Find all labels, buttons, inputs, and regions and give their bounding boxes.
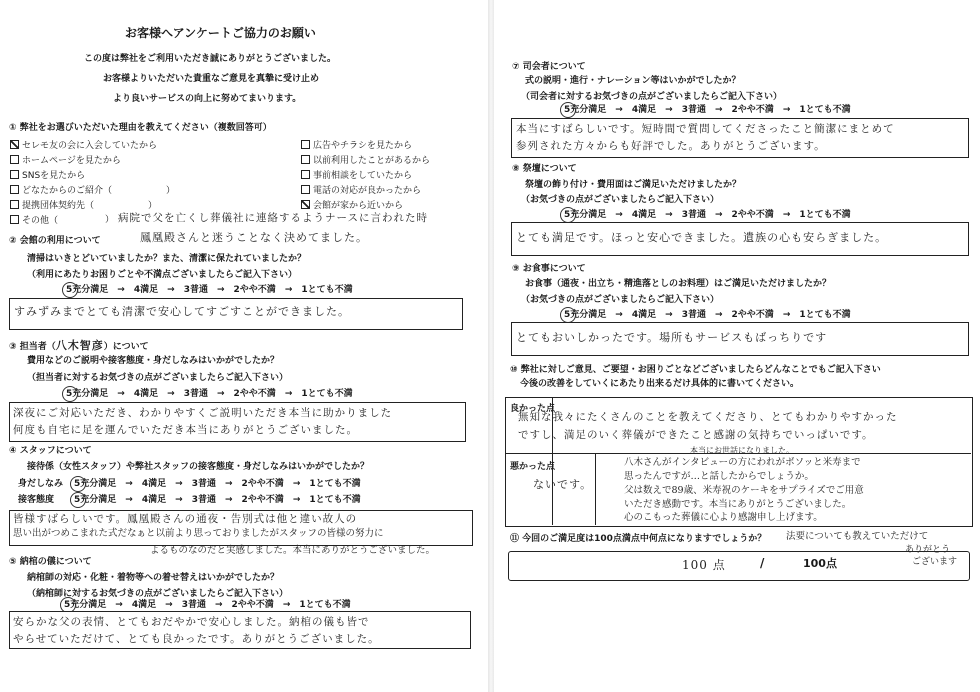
q1-opt-left-5[interactable]: 提携団体契約先（ ） (10, 200, 157, 212)
checkbox-icon[interactable] (301, 155, 310, 164)
checkbox-icon[interactable] (301, 170, 310, 179)
q1-opt-left-3[interactable]: SNSを見たから (10, 170, 85, 182)
q4-row2-rating[interactable]: 5充分満足 → 4満足 → 3普通 → 2やや不満 → 1とても不満 (74, 495, 361, 505)
q4-answer-3[interactable]: よるものなのだと実感しました。本当にありがとうございました。 (150, 545, 436, 556)
checkbox-icon[interactable] (10, 215, 19, 224)
q2-answer-box[interactable] (9, 298, 463, 330)
q11-slash: / (760, 556, 765, 570)
q5-answer-1: 安らかな父の表情、とてもおだやかで安心しました。納棺の儀も皆で (13, 616, 370, 628)
q11-score[interactable]: 100 点 (682, 558, 726, 572)
q8-note: （お気づきの点がございましたらご記入下さい） (521, 195, 720, 205)
q4-answer-box[interactable] (9, 510, 473, 546)
q2-question: 清掃はいきとどいていましたか？また、清潔に保たれていましたか？ (27, 254, 307, 264)
q5-answer-box[interactable] (9, 611, 471, 649)
q7-answer-1: 本当にすばらしいです。短時間で質問してくださったこと簡潔にまとめて (516, 123, 895, 135)
q1-opt-left-2[interactable]: ホームページを見たから (10, 155, 121, 167)
q7-question: 式の説明・進行・ナレーション等はいかがでしたか？ (525, 76, 741, 86)
q5-note: （納棺師に対するお気づきの点がございましたらご記入下さい） (27, 589, 289, 599)
q10-good-answer-1: 無知な我々にたくさんのことを教えてくださり、とてもわかりやすかった (518, 411, 898, 423)
q11-comment-3: ございます (912, 557, 958, 567)
q1-opt-left-4[interactable]: どなたからのご紹介（ ） (10, 185, 175, 197)
q3-note: （担当者に対するお気づきの点がございましたらご記入下さい） (27, 373, 289, 383)
q10-good-label: 良かった点 (510, 404, 556, 414)
q1-opt-right-5[interactable]: 会館が家から近いから (301, 200, 403, 212)
q10-bad-answer-2: 思ったんですが…と話したからでしょうか。 (624, 471, 814, 482)
q10-good-answer-2: ですし、満足のいく葬儀ができたこと感謝の気持ちでいっぱいです。 (518, 429, 874, 441)
q10-good-answer-3: 本当にお世話になりました。 (690, 446, 794, 455)
q1-opt-left-6[interactable]: その他（ (10, 215, 58, 227)
q10-bad-answer-3: 父は数えで89歳、米寿祝のケーキをサプライズでご用意 (624, 485, 864, 496)
q3-answer-2: 何度も自宅に足を運んでいただき本当にありがとうございました。 (13, 424, 358, 436)
checkbox-icon[interactable] (10, 185, 19, 194)
q11-comment-2: ありがとう (905, 545, 951, 555)
checkbox-icon[interactable] (10, 155, 19, 164)
q1-opt-left-1[interactable]: セレモ友の会に入会していたから (10, 140, 157, 152)
q4-row1-label: 身だしなみ (18, 479, 64, 489)
q1-opt-right-2[interactable]: 以前利用したことがあるから (301, 155, 430, 167)
q3-title: ③ 担当者（八木智彦）について (9, 339, 149, 352)
q2-answer: すみずみまでとても清潔で安心してすごすことができました。 (14, 305, 350, 318)
q1-opt-right-4[interactable]: 電話の対応が良かったから (301, 185, 421, 197)
survey-title: お客様へアンケートご協力のお願い (125, 26, 316, 40)
q4-row1-rating[interactable]: 5充分満足 → 4満足 → 3普通 → 2やや不満 → 1とても不満 (74, 479, 361, 489)
q9-title: ⑨ お食事について (512, 264, 586, 274)
checkbox-icon[interactable] (301, 200, 310, 209)
q4-title: ④ スタッフについて (9, 446, 92, 456)
q8-rating-scale[interactable]: 5充分満足 → 4満足 → 3普通 → 2やや不満 → 1とても不満 (564, 210, 851, 220)
q11-comment-1: 法要についても教えていただけて (786, 531, 929, 542)
q9-answer-box[interactable] (511, 322, 969, 356)
q1-opt-right-3[interactable]: 事前相談をしていたから (301, 170, 412, 182)
page-fold (488, 0, 494, 692)
q11-max-score: 100点 (803, 557, 837, 570)
q3-question: 費用などのご説明や接客態度・身だしなみはいかがでしたか？ (27, 356, 280, 366)
q8-answer: とても満足です。ほっと安心できました。遺族の心も安らぎました。 (516, 231, 888, 244)
q9-question: お食事（通夜・出立ち・精進落としのお料理）はご満足いただけましたか？ (525, 279, 832, 289)
q2-title: ② 会館の利用について (9, 236, 101, 246)
q10-bad-answer-5: 心のこもった葬儀に心より感謝申し上げます。 (624, 512, 823, 523)
q9-selected-circle (560, 307, 576, 323)
q7-answer-box[interactable] (511, 118, 969, 158)
q1-other-answer-2[interactable]: 鳳凰殿さんと迷うことなく決めてました。 (140, 231, 368, 244)
q1-other-answer-1[interactable]: 病院で父を亡くし葬儀社に連絡するようナースに言われた時 (118, 212, 428, 224)
q10-bad-answer-4: いただき感動です。本当にありがとうございました。 (624, 499, 852, 510)
q10-bad-answer-left: ないです。 (533, 478, 593, 491)
q11-title: ⑪ 今回のご満足度は100点満点中何点になりますでしょうか？ (510, 534, 767, 544)
q7-rating-scale[interactable]: 5充分満足 → 4満足 → 3普通 → 2やや不満 → 1とても不満 (564, 105, 851, 115)
q5-answer-2: やらせていただけて、とても良かったです。ありがとうございました。 (13, 633, 380, 645)
q7-answer-2: 参列された方々からも好評でした。ありがとうございます。 (516, 140, 826, 152)
q10-bad-answer-1: 八木さんがインタビューの方にわれがボソッと米寿まで (624, 457, 861, 468)
q2-note: （利用にあたりお困りごとや不満点ございましたらご記入下さい） (27, 270, 298, 280)
q3-answer-box[interactable] (9, 402, 466, 442)
q4-row2-label: 接客態度 (18, 495, 55, 505)
intro-line-1: この度は弊社をご利用いただき誠にありがとうございました。 (84, 54, 337, 64)
intro-line-3: より良いサービスの向上に努めてまいります。 (113, 94, 302, 104)
q10-bad-label: 悪かった点 (510, 462, 556, 472)
checkbox-icon[interactable] (10, 140, 19, 149)
q8-title: ⑧ 祭壇について (512, 164, 577, 174)
q8-answer-box[interactable] (511, 222, 969, 256)
q11-score-box[interactable] (508, 551, 970, 581)
checkbox-icon[interactable] (301, 140, 310, 149)
checkbox-icon[interactable] (301, 185, 310, 194)
q4-answer-2: 思い出がつめこまれた式だなぁと以前より思っておりましたがスタッフの皆様の努力に (13, 528, 384, 539)
q3-answer-1: 深夜にご対応いただき、わかりやすくご説明いただき本当に助かりました (13, 407, 393, 419)
q1-other-close: ） (105, 215, 115, 225)
q2-rating-scale[interactable]: 5充分満足 → 4満足 → 3普通 → 2やや不満 → 1とても不満 (66, 285, 353, 295)
q5-title: ⑤ 納棺の儀について (9, 557, 92, 567)
checkbox-icon[interactable] (10, 170, 19, 179)
q1-opt-right-1[interactable]: 広告やチラシを見たから (301, 140, 412, 152)
q7-selected-circle (560, 102, 576, 118)
q4-answer-1: 皆様すばらしいです。鳳凰殿さんの通夜・告別式は他と違い故人の (13, 513, 358, 525)
q8-question: 祭壇の飾り付け・費用面はご満足いただけましたか？ (525, 180, 742, 190)
q4-question: 接待係（女性スタッフ）や弊社スタッフの接客態度・身だしなみはいかがでしたか？ (27, 462, 370, 472)
q2-selected-circle (62, 282, 78, 298)
q10-subtitle: 今後の改善をしていくにあたり出来るだけ具体的に書いてください。 (520, 379, 800, 389)
q5-rating-scale[interactable]: 5充分満足 → 4満足 → 3普通 → 2やや不満 → 1とても不満 (64, 600, 351, 610)
q9-answer: とてもおいしかったです。場所もサービスもばっちりです (516, 331, 828, 344)
intro-line-2: お客様よりいただいた貴重なご意見を真摯に受け止め (103, 74, 320, 84)
checkbox-icon[interactable] (10, 200, 19, 209)
q7-note: （司会者に対するお気づきの点がございましたらご記入下さい） (521, 92, 783, 102)
q9-rating-scale[interactable]: 5充分満足 → 4満足 → 3普通 → 2やや不満 → 1とても不満 (564, 310, 851, 320)
q3-selected-circle (62, 386, 78, 402)
q10-title: ⑩ 弊社に対しご意見、ご要望・お困りごとなどございましたらどんなことでもご記入下さい (510, 365, 881, 375)
q4-row2-selected-circle (70, 492, 86, 508)
q8-selected-circle (560, 207, 576, 223)
q4-row1-selected-circle (70, 476, 86, 492)
q3-rating-scale[interactable]: 5充分満足 → 4満足 → 3普通 → 2やや不満 → 1とても不満 (66, 389, 353, 399)
q7-title: ⑦ 司会者について (512, 62, 586, 72)
q9-note: （お気づきの点がございましたらご記入下さい） (521, 295, 720, 305)
q10-bad-divider (595, 453, 596, 525)
q5-question: 納棺師の対応・化粧・着物等への着せ替えはいかがでしたか？ (27, 573, 280, 583)
q1-title: ① 弊社をお選びいただいた理由を教えてください（複数回答可） (9, 123, 272, 133)
